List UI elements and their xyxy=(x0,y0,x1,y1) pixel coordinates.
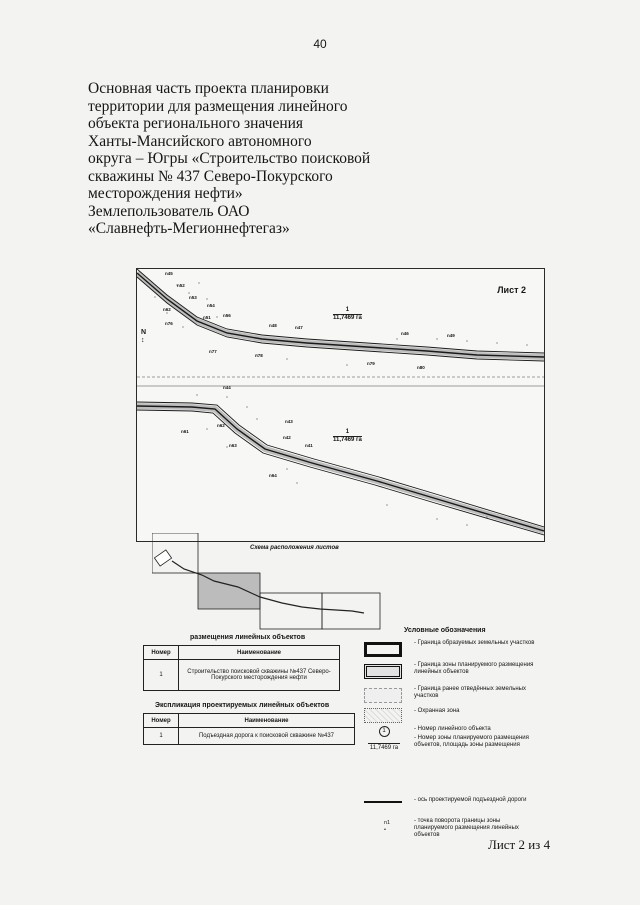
parcel-boundary-symbol xyxy=(364,642,402,657)
turning-point-label: n63 xyxy=(229,443,237,448)
turning-point-label: n45 xyxy=(165,271,173,276)
turning-point-label: n48 xyxy=(269,323,277,328)
title-line: объекта регионального значения xyxy=(88,115,304,132)
turning-point-label: n79 xyxy=(367,361,375,366)
column-header: Номер xyxy=(144,714,179,728)
turning-point-label: n41 xyxy=(305,443,313,448)
legend-text: - Граница ранее отведённых земельных участков xyxy=(414,686,536,700)
legend-item xyxy=(364,708,534,724)
zone-number: 1 xyxy=(345,429,350,435)
planned-zone-boundary-symbol xyxy=(364,664,402,679)
table-cell: Строительство поисковой скважины №437 Северо-Покурского месторождения нефти xyxy=(179,660,340,691)
turning-point-label: n44 xyxy=(223,385,231,390)
legend-item xyxy=(364,640,534,662)
turning-point-label: n76 xyxy=(165,321,173,326)
turning-point-symbol-label: n1 xyxy=(384,820,391,826)
zone-area: 11,7469 га xyxy=(333,437,362,443)
explication-table xyxy=(143,713,355,745)
turning-point-label: n42 xyxy=(283,435,291,440)
turning-point-label: n54 xyxy=(207,303,215,308)
zone-number-symbol xyxy=(368,726,400,752)
turning-point-label: n61 xyxy=(181,429,189,434)
legend-text: - Граница зоны планируемого размещения линейных объектов xyxy=(414,662,536,676)
turning-point-label: n52 xyxy=(177,283,185,288)
zone-tag xyxy=(333,429,362,444)
plan-drawing xyxy=(136,268,545,542)
column-header: Наименование xyxy=(179,646,340,660)
lower-road-corridor xyxy=(137,402,544,535)
title-line: Ханты-Мансийского автономного xyxy=(88,132,312,150)
turning-point-label: n47 xyxy=(295,325,303,330)
turning-point-label: n49 xyxy=(447,333,455,338)
legend-item xyxy=(364,797,534,813)
legend-text: - Номер линейного объекта xyxy=(414,726,536,733)
layout-scheme-diagram xyxy=(152,533,382,631)
road-axis-symbol xyxy=(364,801,402,803)
legend-text: - Граница образуемых земельных участков xyxy=(414,640,536,647)
north-label: N xyxy=(141,329,147,336)
zone-tag xyxy=(333,307,362,322)
zone-area: 11,7469 га xyxy=(333,315,362,321)
title-line: «Славнефть-Мегионнефтегаз» xyxy=(88,220,290,237)
turning-point-label: n46 xyxy=(401,331,409,336)
legend-title: Условные обозначения xyxy=(404,627,486,634)
table-cell: 1 xyxy=(144,728,179,745)
column-header: Наименование xyxy=(179,714,355,728)
legend-text: - точка поворота границы зоны планируемого размещения линейных объектов xyxy=(414,818,536,839)
turning-point-label: n56 xyxy=(223,313,231,318)
layout-scheme-title: Схема расположения листов xyxy=(250,545,339,551)
page-number: 40 xyxy=(313,37,327,51)
legend-item xyxy=(364,686,534,706)
table-cell: Подъездная дорога к поисковой скважине №437 xyxy=(179,728,355,745)
table-row xyxy=(144,728,355,745)
table-header-row xyxy=(144,646,340,660)
explication-table-caption: Экспликация проектируемых линейных объектов xyxy=(155,702,330,709)
legend-item xyxy=(364,662,534,686)
title-line: месторождения нефти» xyxy=(88,185,243,202)
title-line: скважины № 437 Северо-Покурского xyxy=(88,167,333,185)
turning-point-label: n62 xyxy=(217,423,225,428)
turning-point-label: n51 xyxy=(203,315,211,320)
zone-number-symbol-bottom: 11,7469 га xyxy=(369,745,399,751)
north-arrow-icon: N ↕ xyxy=(141,329,147,344)
legend-text: - ось проектируемой подъездной дороги xyxy=(414,797,536,804)
zone-number: 1 xyxy=(345,307,350,313)
column-header: Номер xyxy=(144,646,179,660)
title-line: Основная часть проекта планировки xyxy=(88,80,329,97)
turning-point-label: n77 xyxy=(209,349,217,354)
title-line: округа – Югры «Строительство поисковой xyxy=(88,150,371,167)
turning-point-label: n64 xyxy=(269,473,277,478)
objects-table-caption: размещения линейных объектов xyxy=(190,634,306,641)
sheet-label: Лист 2 xyxy=(497,285,526,295)
table-row xyxy=(144,660,340,691)
turning-point-label: n78 xyxy=(255,353,263,358)
turning-point-symbol: n1 • xyxy=(384,820,391,833)
title-line: территории для размещения линейного xyxy=(88,97,348,115)
turning-point-label: n53 xyxy=(189,295,197,300)
protection-zone-symbol xyxy=(364,708,402,723)
legend-text: - Охранная зона xyxy=(414,708,536,715)
turning-point-label: n62 xyxy=(163,307,171,312)
turning-point-label: n43 xyxy=(285,419,293,424)
zone-number-symbol-top: 1 xyxy=(379,726,390,737)
legend-item xyxy=(364,726,534,778)
turning-point-label: n80 xyxy=(417,365,425,370)
document-title xyxy=(88,80,388,238)
table-header-row xyxy=(144,714,355,728)
legend-text: - Номер зоны планируемого размещения объектов, площадь зоны размещения xyxy=(414,735,536,749)
objects-table xyxy=(143,645,340,691)
title-line: Землепользователь ОАО xyxy=(88,202,250,220)
table-cell: 1 xyxy=(144,660,179,691)
sheet-footer: Лист 2 из 4 xyxy=(488,837,551,852)
allotted-parcel-boundary-symbol xyxy=(364,688,402,703)
